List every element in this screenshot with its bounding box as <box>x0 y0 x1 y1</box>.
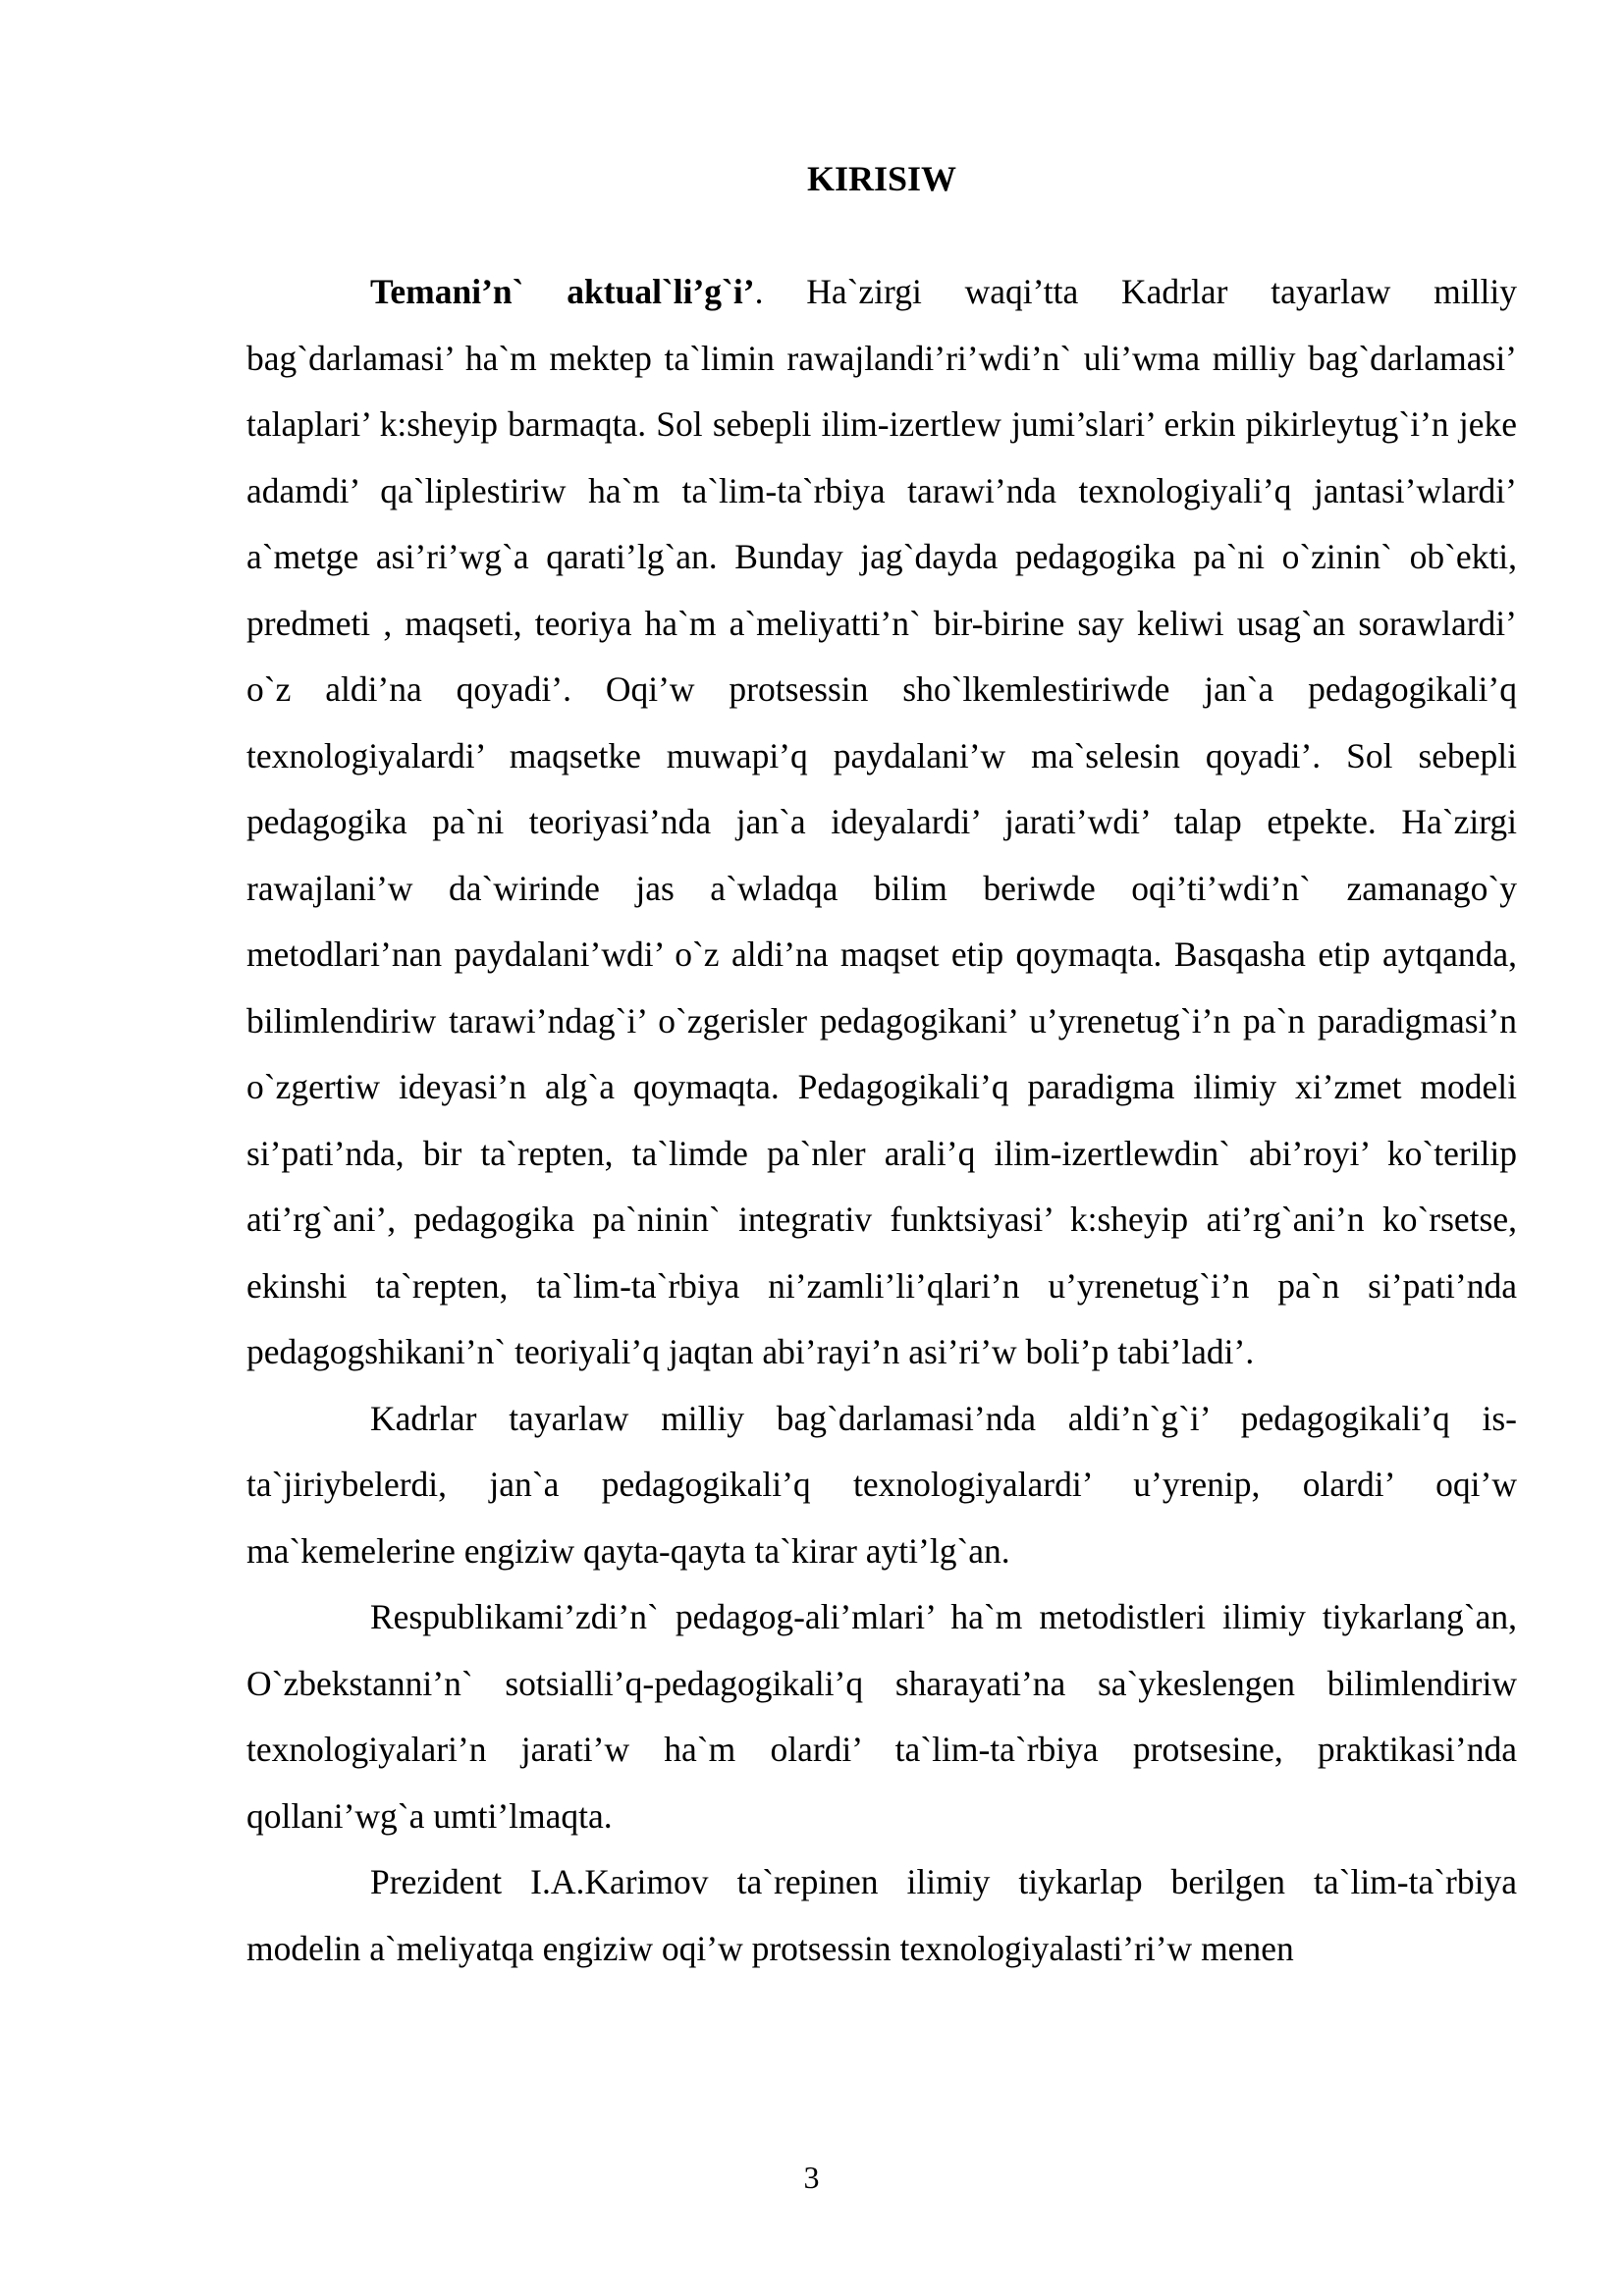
document-page <box>246 149 1517 1982</box>
paragraph-president <box>246 1849 1517 1982</box>
section-heading: KIRISIW <box>806 159 957 198</box>
page-number: 3 <box>803 2160 820 2195</box>
paragraph-text: Respublikami’zdi’n` pedagog-ali’mlari’ ha`m metodistleri ilimiy tiykarlang`an, O`zbekstanni’n` sotsialli’q-pedagogikali’q sharayati’na sa`ykeslengen bilimlendiriw texnologiyalari’n jarati’w ha`m olardi’ ta`lim-ta`rbiya protsesine, praktikasi’nda qollani’wg`a umti’lmaqta. <box>246 1597 1517 1836</box>
paragraph-text: Prezident I.A.Karimov ta`repinen ilimiy tiykarlap berilgen ta`lim-ta`rbiya modelin a`meliyatqa engiziw oqi’w protsessin texnologiyalasti’ri’w menen <box>246 1862 1517 1968</box>
paragraph-scientists <box>246 1584 1517 1849</box>
paragraph-relevance <box>246 259 1517 1386</box>
paragraph-text: Kadrlar tayarlaw milliy bag`darlamasi’nda aldi’n`g`i’ pedagogikali’q is-ta`jiriybelerdi, jan`a pedagogikali’q texnologiyalardi’ u’yrenip, olardi’ oqi’w ma`kemelerine engiziw qayta-qayta ta`kirar ayti’lg`an. <box>246 1398 1517 1571</box>
paragraph-text: . Ha`zirgi waqi’tta Kadrlar tayarlaw milliy bag`darlamasi’ ha`m mektep ta`limin rawajlandi’ri’wdi’n` uli’wma milliy bag`darlamasi’ talaplari’ k:sheyip barmaqta. Sol sebepli ilim-izertlew jumi’slari’ erkin pikirleytug`i’n jeke adamdi’ qa`liplestiriw ha`m ta`lim-ta`rbiya tarawi’nda texnologiyali’q jantasi’wlardi’ a`metge asi’ri’wg`a qarati’lg`an. Bunday jag`dayda pedagogika pa`ni o`zinin` ob`ekti, predmeti , maqseti, teoriya ha`m a`meliyatti’n` bir-birine say keliwi usag`an sorawlardi’ o`z aldi’na qoyadi’. Oqi’w protsessin sho`lkemlestiriwde jan`a pedagogikali’q texnologiyalardi’ maqsetke muwapi’q paydalani’w ma`selesin qoyadi’. Sol sebepli pedagogika pa`ni teoriyasi’nda jan`a ideyalardi’ jarati’wdi’ talap etpekte. Ha`zirgi rawajlani’w da`wirinde jas a`wladqa bilim beriwde oqi’ti’wdi’n` zamanago`y metodlari’nan paydalani’wdi’ o`z aldi’na maqset etip qoymaqta. Basqasha etip aytqanda, bilimlendiriw tarawi’ndag`i’ o`zgerisler pedagogikani’ u’yrenetug`i’n pa`n paradigmasi’n o`zgertiw ideyasi’n alg`a qoymaqta. Pedagogikali’q paradigma ilimiy xi’zmet modeli si’pati’nda, bir ta`repten, ta`limde pa`nler arali’q ilim-izertlewdin` abi’royi’ ko`terilip ati’rg`ani’, pedagogika pa`ninin` integrativ funktsiyasi’ k:sheyip ati’rg`ani’n ko`rsetse, ekinshi ta`repten, ta`lim-ta`rbiya ni’zamli’li’qlari’n u’yrenetug`i’n pa`n si’pati’nda pedagogshikani’n` teoriyali’q jaqtan abi’rayi’n asi’ri’w boli’p tabi’ladi’. <box>246 272 1517 1371</box>
paragraph-program <box>246 1386 1517 1585</box>
paragraph-lead: Temani’n` aktual`li’g`i’ <box>370 272 755 311</box>
